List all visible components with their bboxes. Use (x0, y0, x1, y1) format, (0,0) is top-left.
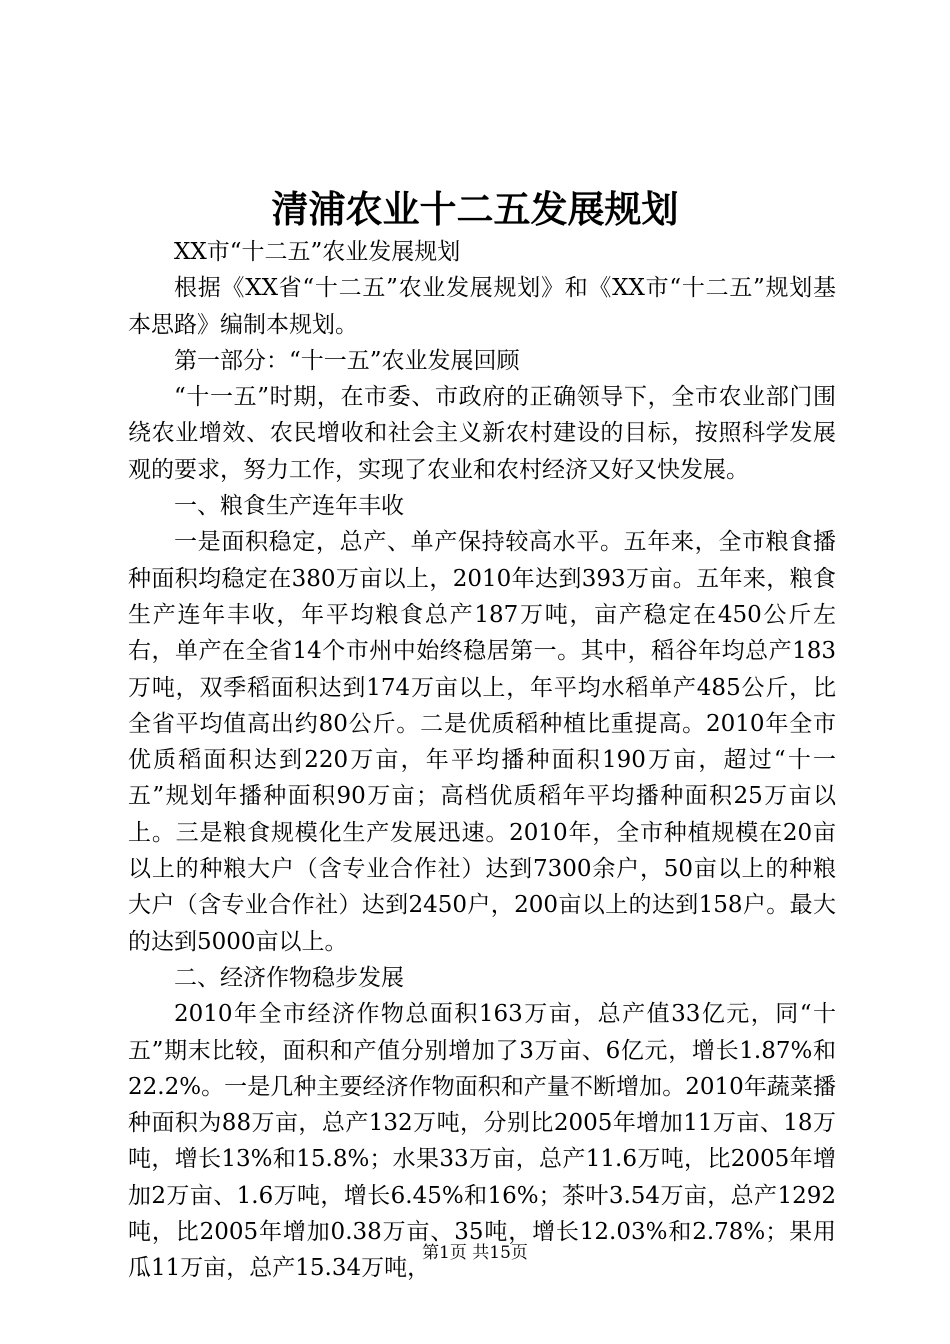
document-title: 清浦农业十二五发展规划 (271, 187, 679, 231)
section-heading-cash-crops: 二、经济作物稳步发展 (174, 964, 404, 991)
intro-paragraph: 根据《XX省“十二五”农业发展规划》和《XX市“十二五”规划基本思路》编制本规划。 (128, 275, 836, 338)
cash-crops-paragraph: 2010年全市经济作物总面积163万亩，总产值33亿元，同“十五”期末比较，面积和产值分别增加了3万亩、6亿元，增长1.87%和22.2%。一是几种主要经济作物面积和产量不断增加。2010年蔬菜播种面积为88万亩，总产132万吨，分别比2005年增加11万亩、18万吨，增长13%和15.8%；水果33万亩，总产11.6万吨，比2005年增加2万亩、1.6万吨，增长6.45%和16%；茶叶3.54万亩，总产1292吨，比2005年增加0.38万亩、35吨，增长12.03%和2.78%；果用瓜11万亩，总产15.34万吨， (128, 1001, 836, 1282)
document-body (128, 234, 836, 1287)
section-heading-grain: 一、粮食生产连年丰收 (174, 493, 404, 520)
overview-paragraph: “十一五”时期，在市委、市政府的正确领导下，全市农业部门围绕农业增效、农民增收和社会主义新农村建设的目标，按照科学发展观的要求，努力工作，实现了农业和农村经济又好又快发展。 (128, 384, 836, 483)
subtitle-paragraph: XX市“十二五”农业发展规划 (174, 239, 461, 265)
page-footer: 第1页 共15页 (422, 1243, 528, 1263)
section-heading-part-one: 第一部分：“十一五”农业发展回顾 (174, 347, 520, 374)
grain-paragraph: 一是面积稳定，总产、单产保持较高水平。五年来，全市粮食播种面积均稳定在380万亩以上，2010年达到393万亩。五年来，粮食生产连年丰收，年平均粮食总产187万吨，亩产稳定在450公斤左右，单产在全省14个市州中始终稳居第一。其中，稻谷年均总产183万吨，双季稻面积达到174万亩以上，年平均水稻单产485公斤，比全省平均值高出约80公斤。二是优质稻种植比重提高。2010年全市优质稻面积达到220万亩，年平均播种面积190万亩，超过“十一五”规划年播种面积90万亩；高档优质稻年平均播种面积25万亩以上。三是粮食规模化生产发展迅速。2010年，全市种植规模在20亩以上的种粮大户（含专业合作社）达到7300余户，50亩以上的种粮大户（含专业合作社）达到2450户，200亩以上的达到158户。最大的达到5000亩以上。 (128, 529, 836, 955)
